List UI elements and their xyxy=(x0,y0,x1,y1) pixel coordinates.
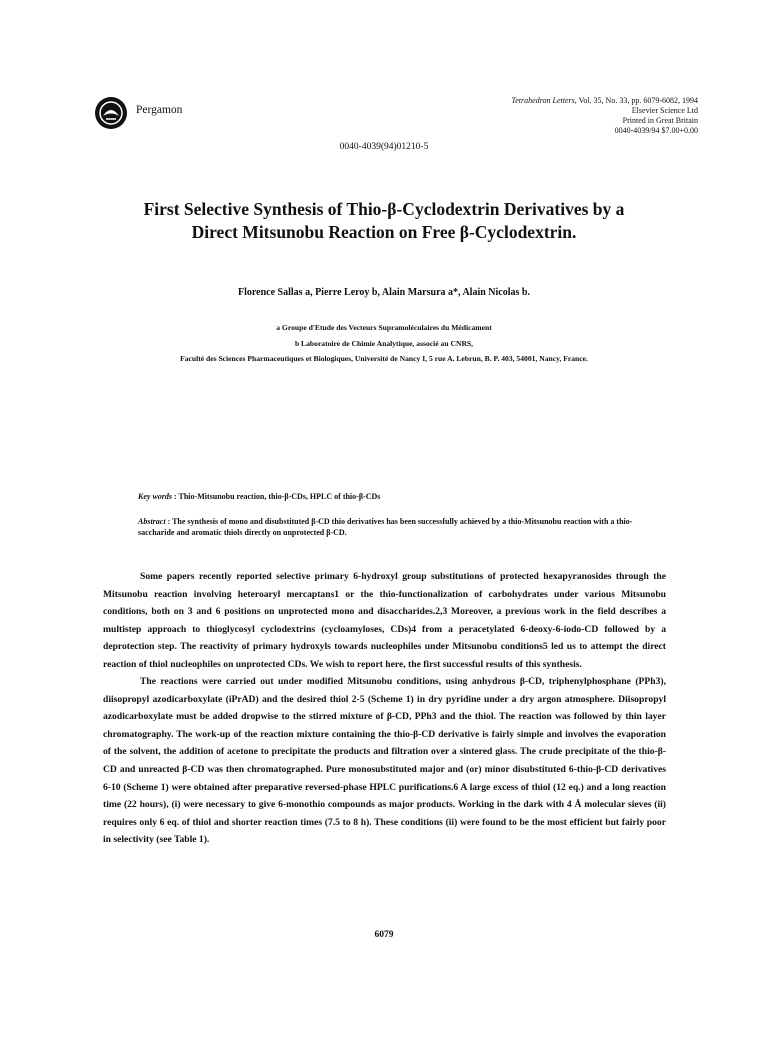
keywords xyxy=(138,492,380,501)
citation-block xyxy=(398,96,698,136)
title-line-1: First Selective Synthesis of Thio-β-Cyclodextrin Derivatives by a xyxy=(143,199,625,219)
citation-line-4: 0040-4039/94 $7.00+0.00 xyxy=(614,126,698,135)
citation-volume: , Vol. 35, No. 33, pp. 6079-6082, 1994 xyxy=(574,96,698,105)
affiliation-b: b Laboratoire de Chimie Analytique, associé au CNRS, xyxy=(294,338,474,348)
paper-title xyxy=(60,198,708,244)
affiliations xyxy=(0,320,768,367)
keywords-label: Key words xyxy=(138,492,172,501)
title-line-2: Direct Mitsunobu Reaction on Free β-Cyclodextrin. xyxy=(191,222,577,242)
citation-line-3: Printed in Great Britain xyxy=(622,116,698,125)
doi-code: 0040-4039(94)01210-5 xyxy=(339,142,429,152)
keywords-text: : Thio-Mitsunobu reaction, thio-β-CDs, HPLC of thio-β-CDs xyxy=(172,492,381,501)
affiliation-a: a Groupe d'Etude des Vecteurs Supramoléculaires du Médicament xyxy=(276,323,492,332)
affiliation-c: Faculté des Sciences Pharmaceutiques et Biologiques, Université de Nancy I, 5 rue A. Lebrun, B. P. 403, 54001, Nancy, France. xyxy=(180,354,588,363)
abstract-label: Abstract xyxy=(138,517,166,526)
citation-line-2: Elsevier Science Ltd xyxy=(631,106,698,115)
pergamon-logo-icon xyxy=(94,96,128,130)
author-list: Florence Sallas a, Pierre Leroy b, Alain Marsura a*, Alain Nicolas b. xyxy=(238,287,530,298)
paragraph-1: Some papers recently reported selective primary 6-hydroxyl group substitutions of protected hexapyranosides through the Mitsunobu reaction involving heteroaryl mercaptans1 or the thio-functionalization of carbohydrates under various Mitsunobu conditions, both on 3 and 6 positions on unprotected mono and disaccharides.2,3 Moreover, a previous work in the field describes a multistep approach to thioglycosyl cyclodextrins (cycloamyloses, CDs)4 from a peracetylated 6-deoxy-6-iodo-CD followed by a deprotection step. The reactivity of primary hydroxyls towards nucleophiles under Mitsunobu conditions5 led us to attempt the direct reaction of thiol nucleophiles on unprotected CDs. We wish to report here, the first successful results of this synthesis. xyxy=(103,571,666,670)
abstract-text: : The synthesis of mono and disubstituted β-CD thio derivatives has been successfully achieved by a thio-Mitsunobu reaction with a thio-saccharide and aromatic thiols directly on unprotected β-CD. xyxy=(138,517,633,537)
publisher-name: Pergamon xyxy=(136,104,183,116)
abstract xyxy=(138,517,658,538)
body-text xyxy=(103,568,666,849)
page-number: 6079 xyxy=(374,930,394,940)
paragraph-2: The reactions were carried out under modified Mitsunobu conditions, using anhydrous β-CD, triphenylphosphane (PPh3), diisopropyl azodicarboxylate (iPrAD) and the desired thiol 2-5 (Scheme 1) in dry pyridine under a dry argon atmosphere. Diisopropyl azodicarboxylate must be added dropwise to the stirred mixture of β-CD, PPh3 and the thiol. The reaction was followed by thin layer chromatography. The work-up of the reaction mixture containing the thio-β-CD derivative is fairly simple and involves the evaporation of the solvent, the addition of acetone to precipitate the products and filtration over a sintered glass. The crude precipitate of the thio-β-CD and unreacted β-CD was then chromatographed. Pure monosubstituted major and (or) minor disubstituted 6-thio-β-CD derivatives 6-10 (Scheme 1) were obtained after preparative reversed-phase HPLC purifications.6 A large excess of thiol (12 eq.) and a long reaction time (22 hours), (i) were necessary to give 6-monothio compounds as major products. Working in the dark with 4 Å molecular sieves (ii) requires only 6 eq. of thiol and shorter reaction times (7.5 to 8 h). These conditions (ii) were found to be the most efficient but fairly poor in selectivity (see Table 1). xyxy=(103,676,666,846)
journal-name: Tetrahedron Letters xyxy=(511,96,575,105)
citation-line-1 xyxy=(398,96,698,106)
